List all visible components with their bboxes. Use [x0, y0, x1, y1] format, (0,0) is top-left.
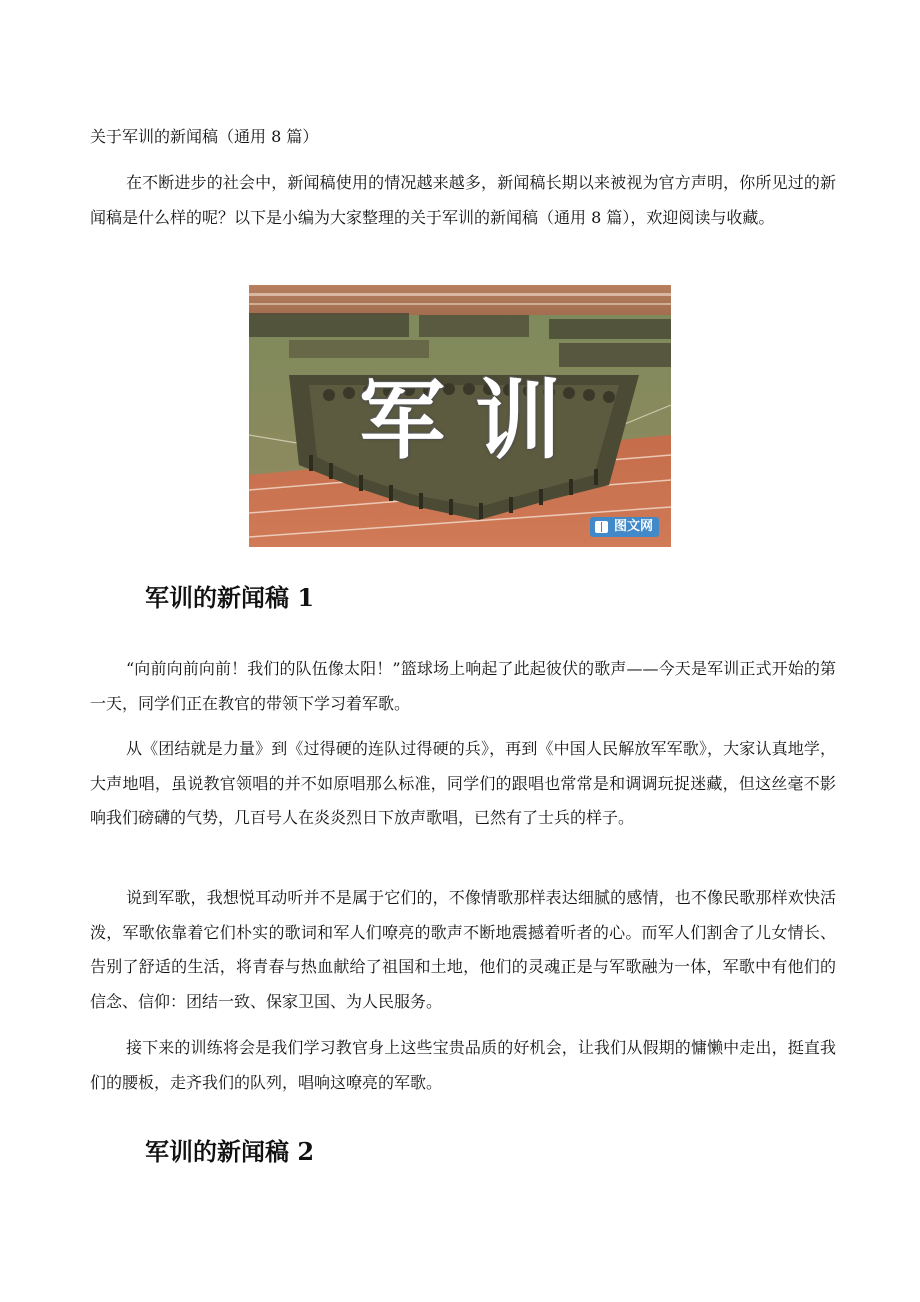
section-1-paragraph-3: 说到军歌，我想悦耳动听并不是属于它们的，不像情歌那样表达细腻的感情，也不像民歌那样欢快活泼，军歌依靠着它们朴实的歌词和军人们嘹亮的歌声不断地震撼着听者的心。而军人们割舍了儿女情长、告别了舒适的生活，将青春与热血献给了祖国和土地，他们的灵魂正是与军歌融为一体，军歌中有他们的信念、信仰：团结一致、保家卫国、为人民服务。	[90, 888, 836, 1011]
section-1-paragraph-4: 接下来的训练将会是我们学习教官身上这些宝贵品质的好机会，让我们从假期的慵懒中走出，挺直我们的腰板，走齐我们的队列，唱响这嘹亮的军歌。	[90, 1038, 836, 1092]
section-heading-2: 军训的新闻稿 2	[145, 1137, 315, 1166]
document-title: 关于军训的新闻稿（通用 8 篇）	[90, 127, 319, 146]
intro-paragraph: 在不断进步的社会中，新闻稿使用的情况越来越多，新闻稿长期以来被视为官方声明，你所见过的新闻稿是什么样的呢？以下是小编为大家整理的关于军训的新闻稿（通用 8 篇），欢迎阅读与收藏。	[90, 173, 836, 227]
section-1-paragraph-2: 从《团结就是力量》到《过得硬的连队过得硬的兵》，再到《中国人民解放军军歌》，大家认真地学，大声地唱，虽说教官领唱的并不如原唱那么标准，同学们的跟唱也常常是和调调玩捉迷藏，但这丝毫不影响我们磅礴的气势，几百号人在炎炎烈日下放声歌唱，已然有了士兵的样子。	[90, 739, 836, 827]
photo-overlay-title: 军训	[359, 371, 591, 471]
watermark-badge	[590, 517, 659, 537]
watermark-label: 图文网	[613, 519, 653, 534]
section-heading-1: 军训的新闻稿 1	[145, 583, 315, 612]
military-training-photo	[249, 285, 671, 547]
book-icon	[595, 521, 608, 533]
section-1-paragraph-1: “向前向前向前！我们的队伍像太阳！”篮球场上响起了此起彼伏的歌声——今天是军训正式开始的第一天，同学们正在教官的带领下学习着军歌。	[90, 659, 836, 713]
